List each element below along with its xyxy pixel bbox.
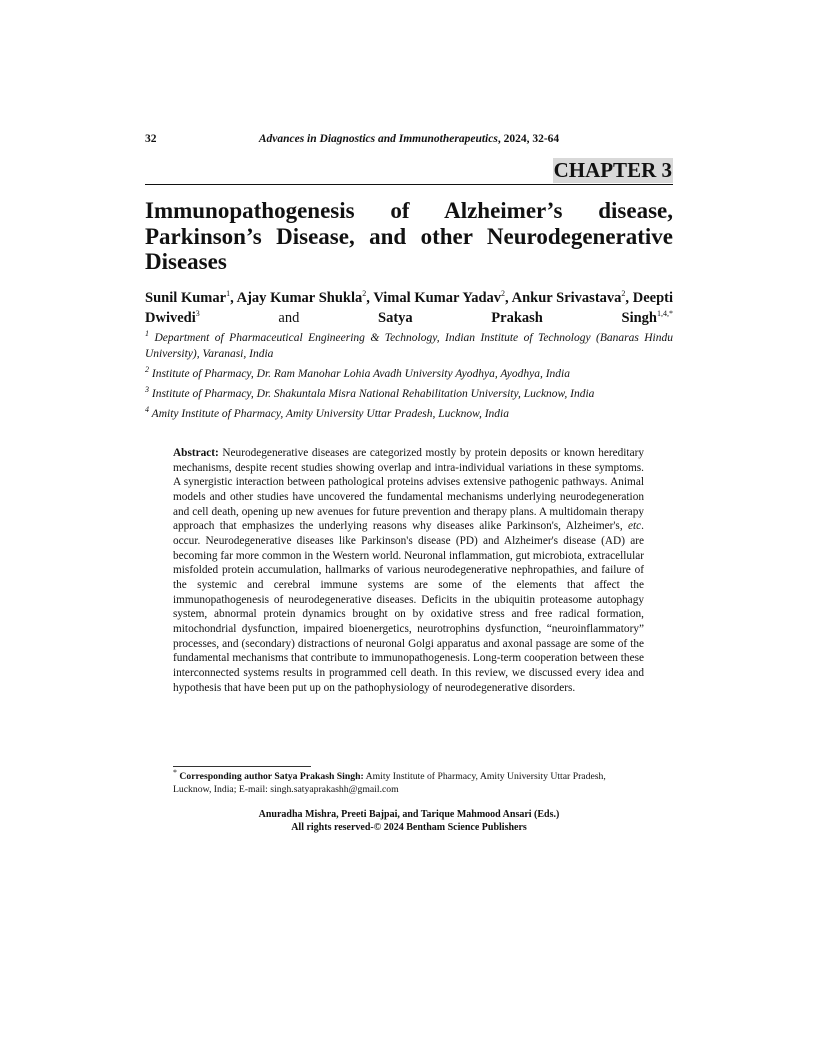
affiliation-text: Amity Institute of Pharmacy, Amity University Uttar Pradesh, Lucknow, India <box>151 408 509 420</box>
affiliation-mark: 4 <box>145 405 149 415</box>
affiliation-mark: 3 <box>145 385 149 395</box>
abstract-label: Abstract: <box>173 447 219 459</box>
abstract <box>173 446 644 695</box>
editors-line: Anuradha Mishra, Preeti Bajpai, and Tarique Mahmood Ansari (Eds.) <box>258 809 560 820</box>
footnote-text: Amity Institute of Pharmacy, Amity University Uttar Pradesh, Lucknow, India; E-mail: singh.satyaprakashh@gmail.com <box>173 771 606 795</box>
journal-name: Advances in Diagnostics and Immunotherapeutics <box>258 133 498 145</box>
affiliation <box>145 330 673 362</box>
chapter-label: CHAPTER 3 <box>553 158 672 182</box>
author-name: Deepti Dwivedi <box>145 290 674 326</box>
author-affiliation-mark: 1,4,* <box>657 309 673 319</box>
affiliation <box>145 386 673 402</box>
editors-block <box>145 809 673 834</box>
author-name: Vimal Kumar Yadav <box>373 290 502 306</box>
abstract-etc: etc <box>628 520 642 533</box>
author-separator: and <box>199 310 378 326</box>
corresponding-author-footnote <box>173 767 644 796</box>
running-head <box>145 133 673 149</box>
author-name: Ajay Kumar Shukla <box>236 290 363 306</box>
abstract-text: Neurodegenerative diseases are categorized mostly by protein deposits or known hereditary mechanisms, despite recent studies showing overlap and intra-individual variations in these symptoms. A synergistic interaction between pathological proteins advises extensive pathogenic pathways. Animal models and other studies have uncovered the fundamental mechanisms underlying neurodegeneration and cell death, opening up new avenues for future prevention and therapy plans. A multidomain therapy approach that emphasizes the underlying reasons why diseases alike Parkinson's, Alzheimer's, <box>173 447 644 533</box>
affiliation-mark: 1 <box>145 329 149 339</box>
author-affiliation-mark: 2 <box>362 289 367 299</box>
chapter-header <box>145 158 673 185</box>
title-line-2: Parkinson’s Disease, and other Neurodegenerative <box>145 223 673 249</box>
title-line-1: Immunopathogenesis of Alzheimer’s disease, <box>145 198 673 223</box>
author-list <box>145 288 673 328</box>
affiliation-text: Institute of Pharmacy, Dr. Ram Manohar Lohia Avadh University Ayodhya, Ayodhya, India <box>151 368 570 380</box>
affiliation-text: Institute of Pharmacy, Dr. Shakuntala Misra National Rehabilitation University, Lucknow, India <box>151 388 595 400</box>
author-affiliation-mark: 3 <box>195 309 200 319</box>
copyright-line: All rights reserved-© 2024 Bentham Science Publishers <box>291 821 527 833</box>
affiliation <box>145 366 673 382</box>
footnote-mark: * <box>173 767 177 777</box>
paper-title <box>145 198 673 275</box>
author-affiliation-mark: 1 <box>226 289 231 299</box>
author-separator: , <box>505 290 512 306</box>
affiliation <box>145 406 673 422</box>
author-name: Sunil Kumar <box>145 290 227 306</box>
author-separator: , <box>230 290 237 306</box>
journal-citation <box>145 133 673 145</box>
footnote-label: Corresponding author Satya Prakash Singh: <box>179 771 364 782</box>
footnote-rule <box>173 766 311 767</box>
author-name: Ankur Srivastava <box>511 290 622 306</box>
author-affiliation-mark: 2 <box>501 289 506 299</box>
abstract-text: . occur. Neurodegenerative diseases like Parkinson's disease (PD) and Alzheimer's disease (AD) are becoming far more common in the Western world. Neuronal inflammation, gut microbiota, extracellular misfolded protein accumulation, hallmarks of various neurodegenerative nephropathies, and failure of the systemic and cerebral immune systems are some of the elements that affect the immunopathogenesis of neurodegenerative diseases. Deficits in the ubiquitin proteasome autophagy system, abnormal protein dynamics brought on by oxidative stress and free radical formation, mitochondrial dysfunction, impaired bioenergetics, neurotrophins dysfunction, “neuroinflammatory” processes, and (secondary) distractions of neuronal Golgi apparatus and axonal passage are some of the fundamental mechanisms that contribute to immunopathogenesis. Long-term cooperation between these interconnected systems results in programmed cell death. In this review, we discussed every idea and hypothesis that have been put up on the pathophysiology of neurodegenerative disorders. <box>173 520 644 694</box>
affiliation-mark: 2 <box>145 365 149 375</box>
title-line-3: Diseases <box>145 249 227 274</box>
journal-issue: , 2024, 32-64 <box>497 133 560 145</box>
author-affiliation-mark: 2 <box>621 289 626 299</box>
author-separator: , <box>366 290 374 306</box>
affiliation-list <box>145 330 673 422</box>
author-separator: , <box>625 290 633 306</box>
author-name: Satya Prakash Singh <box>378 310 657 326</box>
page-number: 32 <box>145 133 157 145</box>
affiliation-text: Department of Pharmaceutical Engineering & Technology, Indian Institute of Technology (Banaras Hindu University), Varanasi, India <box>145 332 673 360</box>
